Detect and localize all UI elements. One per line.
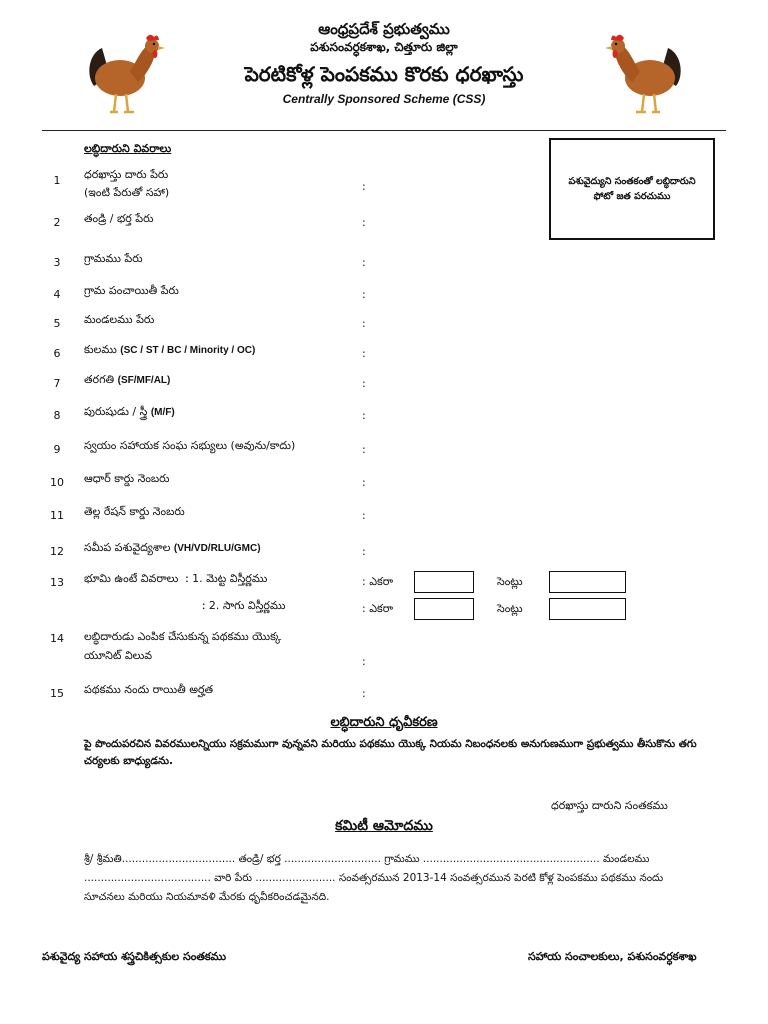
field-sublabel-surname: (ఇంటి పేరుతో సహా): [84, 186, 170, 199]
acre-label: : ఎకరా: [362, 602, 394, 615]
cents-label: సెంట్లు: [497, 602, 523, 615]
field-label-irrigated: : 2. సాగు విస్తీర్ణము: [202, 599, 286, 612]
field-input-village[interactable]: :: [362, 256, 366, 269]
field-label-shg-member: స్వయం సహాయక సంఘ సభ్యులు (అవును/కాదు): [84, 439, 296, 452]
field-label-category: తరగతి (SF/MF/AL): [84, 373, 171, 386]
photo-box[interactable]: [549, 138, 715, 240]
field-input-subsidy[interactable]: :: [362, 687, 366, 700]
field-number: 11: [50, 509, 64, 522]
header-government: ఆంధ్రప్రదేశ్ ప్రభుత్వము: [318, 20, 450, 38]
field-input-applicant-name[interactable]: :: [362, 180, 366, 193]
field-input-mandal[interactable]: :: [362, 317, 366, 330]
field-number: 14: [50, 632, 64, 645]
committee-line-2: ...................................... వారి పేరు ........................ సంవత్సరమున 2013-14 సంవత్సరమున పెరటి కోళ్ల పెంపకము పథకము నందు: [84, 872, 664, 884]
field-number: 7: [53, 377, 61, 390]
field-label-gender: పురుషుడు / స్త్రీ (M/F): [84, 405, 175, 418]
field-label-applicant-name: ధరఖాస్తు దారు పేరు: [84, 168, 169, 181]
field-input-unit-value[interactable]: :: [362, 655, 366, 668]
field-input-panchayat[interactable]: :: [362, 288, 366, 301]
field-number: 8: [53, 409, 61, 422]
dry-land-cents-input[interactable]: [549, 571, 626, 593]
field-input-caste[interactable]: :: [362, 347, 366, 360]
declaration-text: పై పొందుపరచిన వివరములన్నియు సక్రమముగా వున్నవని మరియు పథకము యొక్క నియమ నిబంధనలకు అనుగుణముగా ప్రభుత్వము తీసుకొను తగు చర్యలకు బాధ్యుడను.: [84, 738, 697, 767]
field-number: 10: [50, 476, 64, 489]
field-label-father-husband: తండ్రి / భర్త పేరు: [84, 212, 154, 225]
dry-land-acre-input[interactable]: [414, 571, 474, 593]
field-number: 4: [53, 288, 61, 301]
field-label-aadhaar: ఆధార్ కార్డు నెంబరు: [84, 472, 170, 485]
header-department: పశుసంవర్ధకశాఖ, చిత్తూరు జిల్లా: [310, 40, 458, 54]
field-number: 15: [50, 687, 64, 700]
field-number: 13: [50, 576, 64, 589]
field-label-caste: కులము (SC / ST / BC / Minority / OC): [84, 343, 256, 356]
page-title: పెరటికోళ్ల పెంపకము కొరకు ధరఖాస్తు: [244, 62, 524, 86]
field-label-subsidy: పథకము నందు రాయితీ అర్హత: [84, 683, 214, 696]
photo-box-label: పశువైద్యుని సంతకంతో లబ్ధిదారుని ఫోటో జత పరచుము: [568, 176, 696, 202]
committee-line-1: శ్రీ/ శ్రీమతి.................................. తండ్రి/ భర్త ............................. గ్రామము ..................................................... మండలము: [84, 853, 650, 865]
field-number: 9: [53, 443, 61, 456]
field-number: 1: [53, 174, 61, 187]
field-label-vet-hospital: సమీప పశువైద్యశాల (VH/VD/RLU/GMC): [84, 541, 261, 554]
field-label-village: గ్రామము పేరు: [84, 252, 143, 265]
hen-right-icon: [600, 28, 690, 118]
field-number: 5: [53, 317, 61, 330]
cents-label: సెంట్లు: [497, 575, 523, 588]
field-label-unit-value-cont: యూనిట్ విలువ: [84, 649, 153, 662]
field-input-aadhaar[interactable]: :: [362, 476, 366, 489]
page-subtitle: Centrally Sponsored Scheme (CSS): [282, 92, 486, 106]
declaration-title: లబ్ధిదారుని ధృవీకరణ: [330, 715, 438, 730]
field-input-shg-member[interactable]: :: [362, 443, 366, 456]
field-input-gender[interactable]: :: [362, 409, 366, 422]
field-label-land: భూమి ఉంటే వివరాలు : 1. మెట్ట విస్తీర్ణము: [84, 572, 268, 585]
committee-line-3: సూచనలు మరియు నియమావళి మేరకు ధృవీకరించడమైనది.: [84, 891, 330, 903]
section-title: లబ్ధిదారుని వివరాలు: [84, 142, 172, 155]
field-label-unit-value: లబ్ధిదారుడు ఎంపిక చేసుకున్న పథకము యొక్క: [84, 630, 282, 643]
field-number: 2: [53, 216, 61, 229]
hen-left-icon: [80, 28, 170, 118]
wet-land-acre-input[interactable]: [414, 598, 474, 620]
field-label-panchayat: గ్రామ పంచాయితీ పేరు: [84, 284, 179, 297]
committee-title: కమిటీ ఆమోదము: [335, 818, 433, 834]
field-label-ration-card: తెల్ల రేషన్ కార్డు నెంబరు: [84, 505, 185, 518]
field-number: 12: [50, 545, 64, 558]
field-input-father-husband[interactable]: :: [362, 216, 366, 229]
applicant-signature-label: ధరఖాస్తు దారుని సంతకము: [551, 799, 668, 812]
field-label-mandal: మండలము పేరు: [84, 313, 155, 326]
field-input-vet-hospital[interactable]: :: [362, 545, 366, 558]
wet-land-cents-input[interactable]: [549, 598, 626, 620]
assistant-director-signature-label: సహాయ సంచాలకులు, పశుసంవర్ధకశాఖ: [528, 950, 697, 963]
acre-label: : ఎకరా: [362, 575, 394, 588]
field-number: 3: [53, 256, 61, 269]
header-divider: [42, 130, 726, 131]
field-input-category[interactable]: :: [362, 377, 366, 390]
field-number: 6: [53, 347, 61, 360]
field-input-ration-card[interactable]: :: [362, 509, 366, 522]
vet-assistant-signature-label: పశువైద్య సహాయ శస్త్రచికిత్సకుల సంతకము: [42, 950, 227, 963]
